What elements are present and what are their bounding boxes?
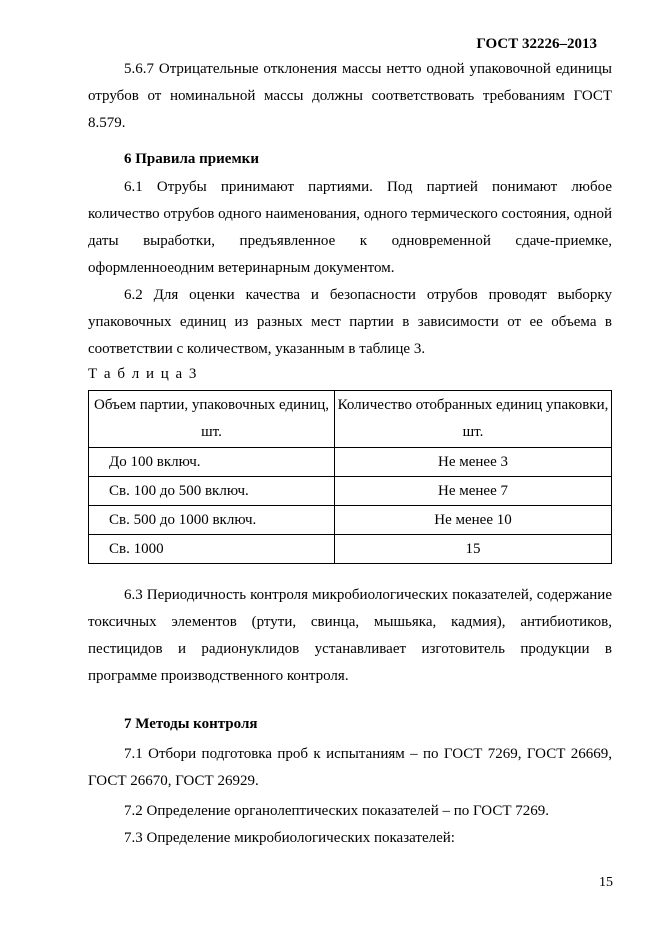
paragraph-text: 6.2 Для оценки качества и безопасности отрубов проводят выборку упаковочных единиц из разных мест партии в зависимости от ее объема в соответствии с количеством, указанным в таблице 3. [88,287,612,357]
paragraph-7-1 [88,741,612,795]
document-header: ГОСТ 32226–2013 [476,36,597,52]
column-header-lot-volume: Объем партии, упаковочных единиц, шт. [89,391,335,448]
table-cell: Не менее 7 [335,477,612,506]
section-7-heading: 7 Методы контроля [124,716,258,732]
paragraph-7-3 [88,825,612,852]
paragraph-text: 5.6.7 Отрицательные отклонения массы нетто одной упаковочной единицы отрубов от номинальной массы должны соответствовать требованиям ГОСТ 8.579. [88,61,612,131]
paragraph-text: 6.3 Периодичность контроля микробиологических показателей, содержание токсичных элементов (ртути, свинца, мышьяка, кадмия), антибиотиков, пестицидов и радионуклидов устанавливает изготовитель продукции в программе производственного контроля. [88,587,612,684]
table-row [89,477,612,506]
table-row [89,448,612,477]
table-cell: 15 [335,535,612,564]
paragraph-5-6-7 [88,56,612,137]
table-cell: Св. 1000 [89,535,335,564]
paragraph-text: 7.3 Определение микробиологических показателей: [124,830,455,846]
paragraph-6-2 [88,282,612,363]
paragraph-text: 6.1 Отрубы принимают партиями. Под партией понимают любое количество отрубов одного наименования, одного термического состояния, одной даты выработки, предъявленное к одновременной сдаче-приемке, оформленноеодним ветеринарным документом. [88,179,612,276]
table-cell: Не менее 3 [335,448,612,477]
table-cell: Св. 500 до 1000 включ. [89,506,335,535]
paragraph-7-2 [88,798,612,825]
paragraph-6-3 [88,582,612,690]
table-cell: Не менее 10 [335,506,612,535]
column-header-sample-count: Количество отобранных единиц упаковки, шт. [335,391,612,448]
table-row [89,506,612,535]
table-header-row [89,391,612,448]
paragraph-6-1 [88,174,612,282]
table-caption: Т а б л и ц а 3 [88,366,198,382]
sample-size-table [88,390,612,564]
paragraph-text: 7.1 Отбори подготовка проб к испытаниям – по ГОСТ 7269, ГОСТ 26669, ГОСТ 26670, ГОСТ 26929. [88,746,612,789]
section-6-heading: 6 Правила приемки [124,151,259,167]
paragraph-text: 7.2 Определение органолептических показателей – по ГОСТ 7269. [124,803,549,819]
page-number: 15 [599,875,613,890]
table-row [89,535,612,564]
table-cell: До 100 включ. [89,448,335,477]
table-cell: Св. 100 до 500 включ. [89,477,335,506]
